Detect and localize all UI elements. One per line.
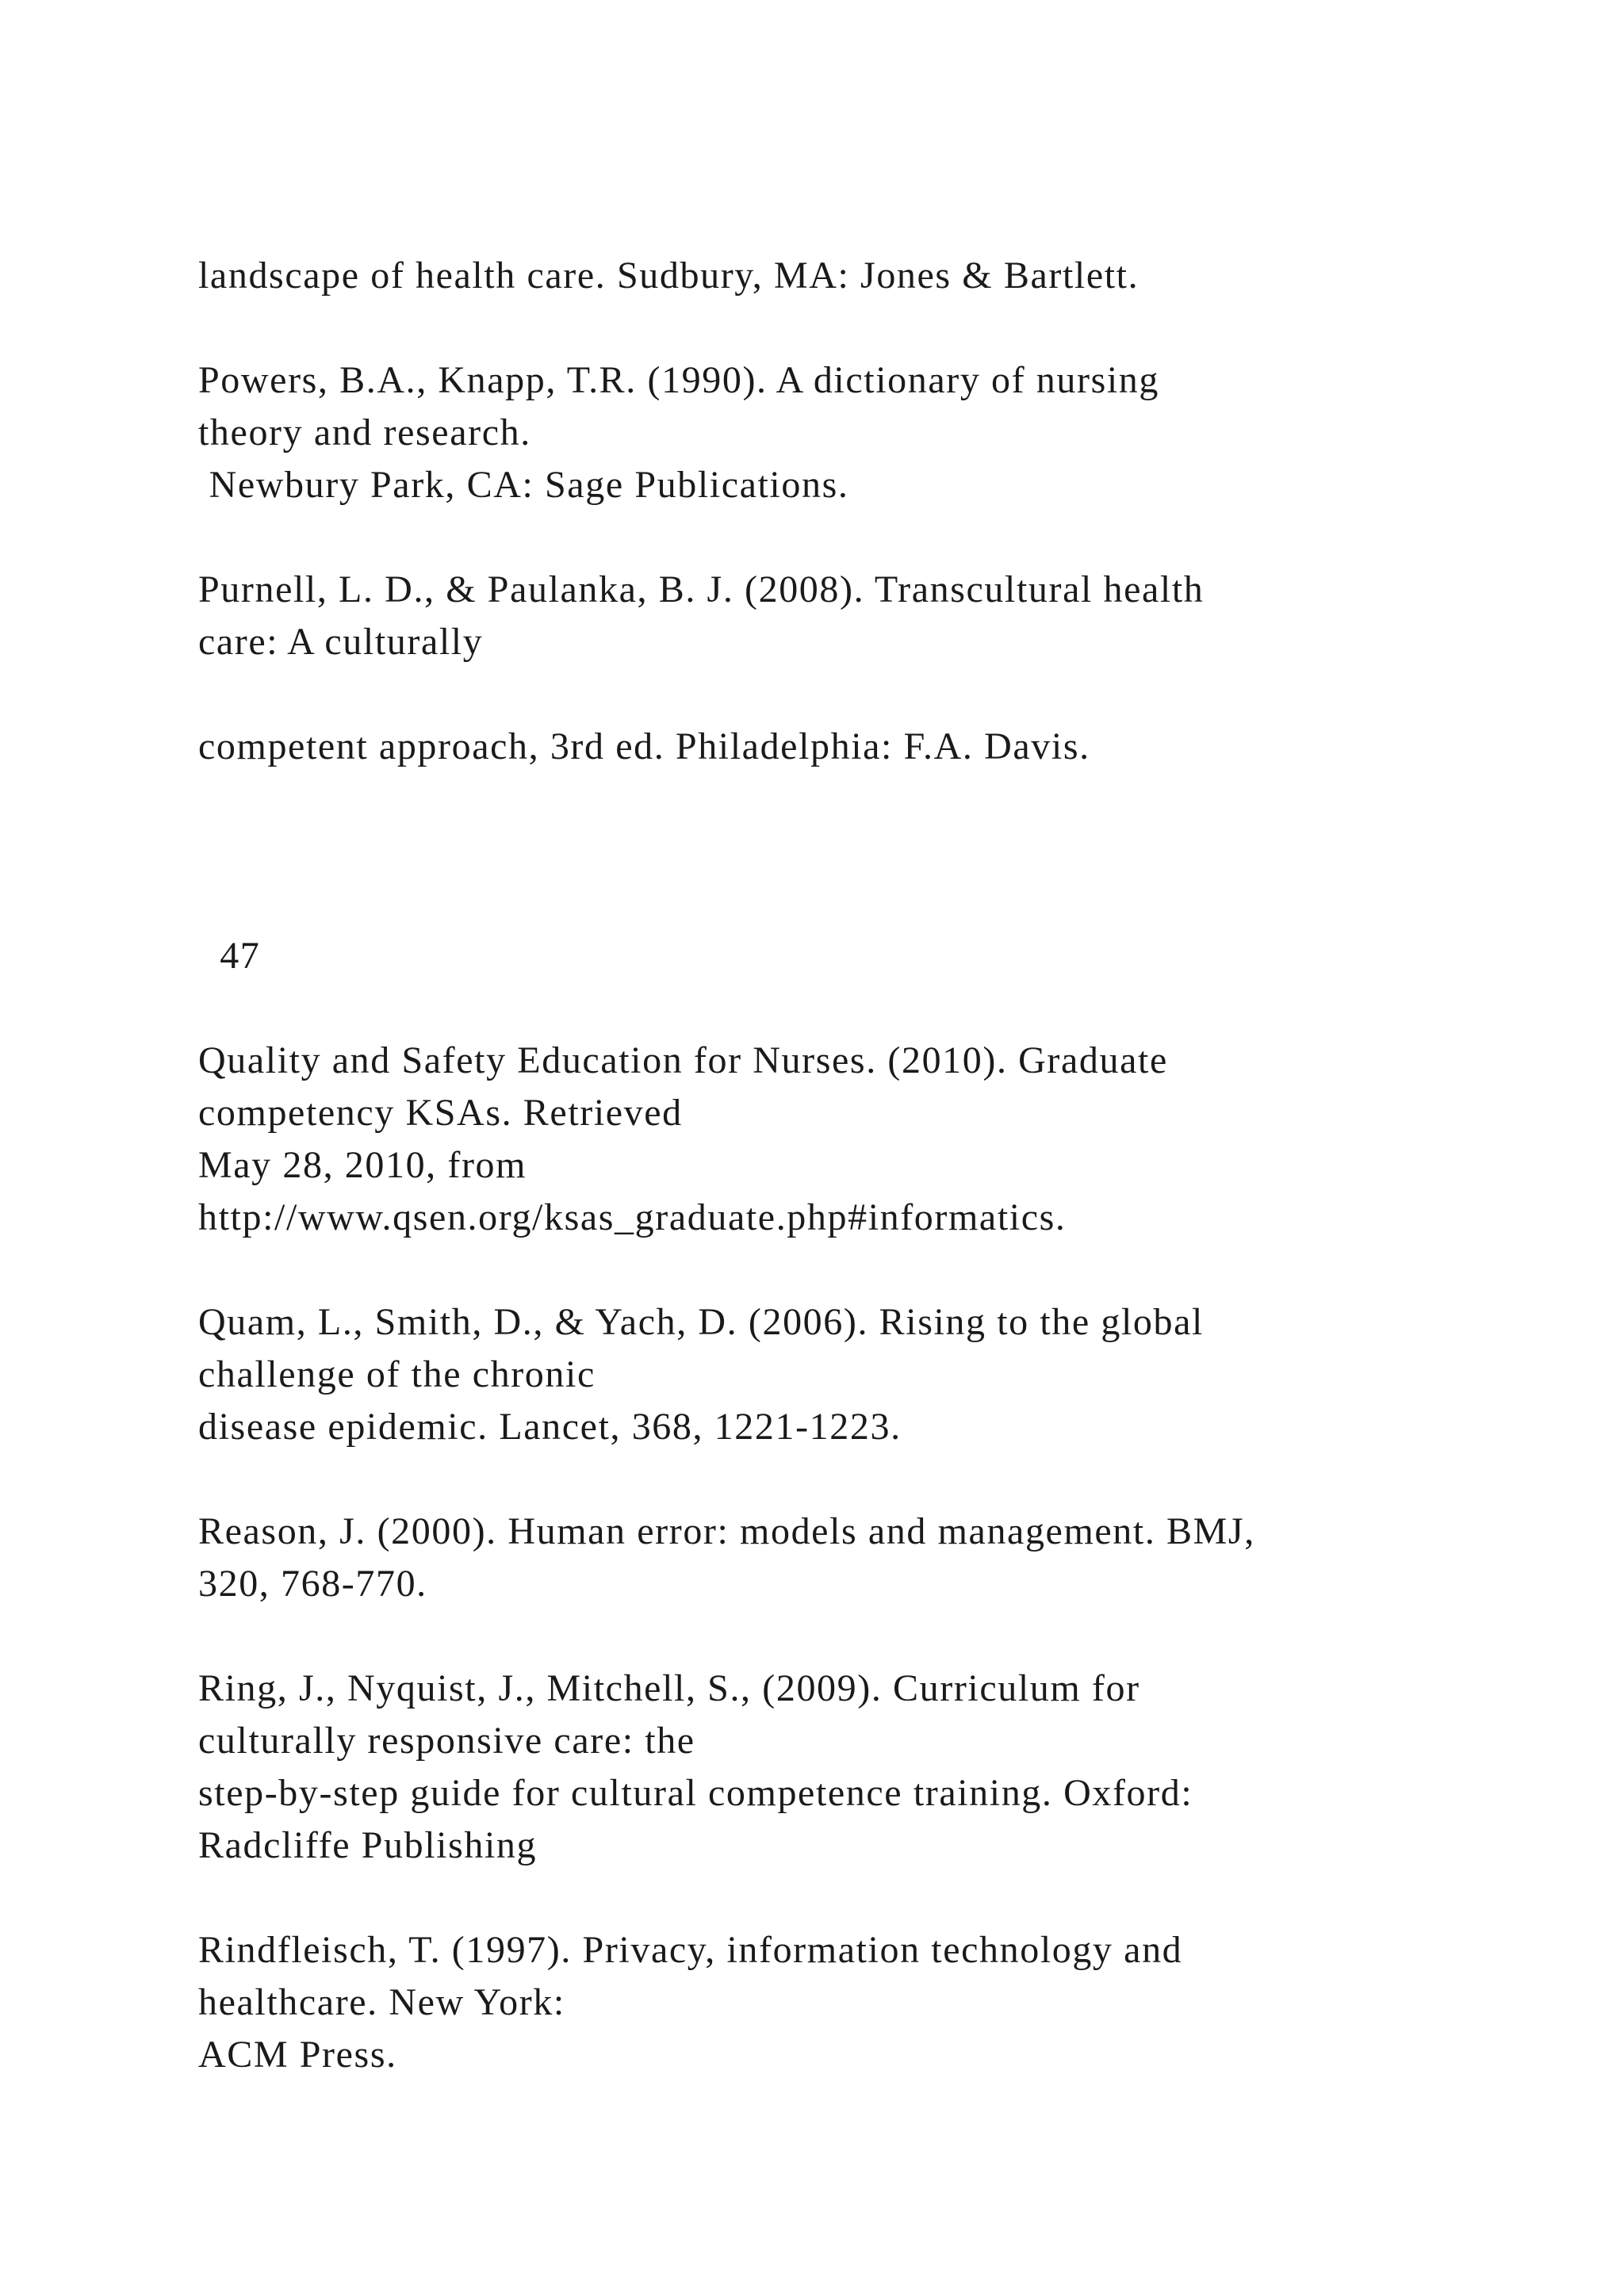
- reference-line: ACM Press.: [198, 2034, 397, 2076]
- reference-line: care: A culturally: [198, 621, 484, 663]
- reference-line: Purnell, L. D., & Paulanka, B. J. (2008). Transcultural health: [198, 568, 1205, 610]
- reference-line: healthcare. New York:: [198, 1981, 565, 2023]
- reference-line: competency KSAs. Retrieved: [198, 1092, 683, 1134]
- reference-line: Reason, J. (2000). Human error: models and management. BMJ,: [198, 1510, 1255, 1552]
- reference-line: May 28, 2010, from: [198, 1144, 527, 1186]
- reference-line: theory and research.: [198, 411, 531, 453]
- reference-line: competent approach, 3rd ed. Philadelphia: F.A. Davis.: [198, 725, 1090, 767]
- reference-line: Newbury Park, CA: Sage Publications.: [198, 464, 849, 506]
- reference-line: Rindfleisch, T. (1997). Privacy, information technology and: [198, 1929, 1183, 1971]
- reference-line: culturally responsive care: the: [198, 1720, 695, 1762]
- reference-line: Quality and Safety Education for Nurses. (2010). Graduate: [198, 1039, 1168, 1081]
- reference-line: Ring, J., Nyquist, J., Mitchell, S., (2009). Curriculum for: [198, 1667, 1140, 1709]
- reference-line: disease epidemic. Lancet, 368, 1221-1223.: [198, 1406, 902, 1448]
- reference-line: landscape of health care. Sudbury, MA: Jones & Bartlett.: [198, 254, 1139, 297]
- reference-line: Quam, L., Smith, D., & Yach, D. (2006). Rising to the global: [198, 1301, 1204, 1343]
- reference-line: Radcliffe Publishing: [198, 1824, 538, 1866]
- page-number: 47: [198, 935, 261, 977]
- reference-line: step-by-step guide for cultural competence training. Oxford:: [198, 1772, 1193, 1814]
- reference-line: 320, 768-770.: [198, 1563, 427, 1605]
- reference-line: challenge of the chronic: [198, 1353, 596, 1395]
- reference-url: http://www.qsen.org/ksas_graduate.php#informatics.: [198, 1196, 1067, 1238]
- reference-line: Powers, B.A., Knapp, T.R. (1990). A dictionary of nursing: [198, 359, 1160, 401]
